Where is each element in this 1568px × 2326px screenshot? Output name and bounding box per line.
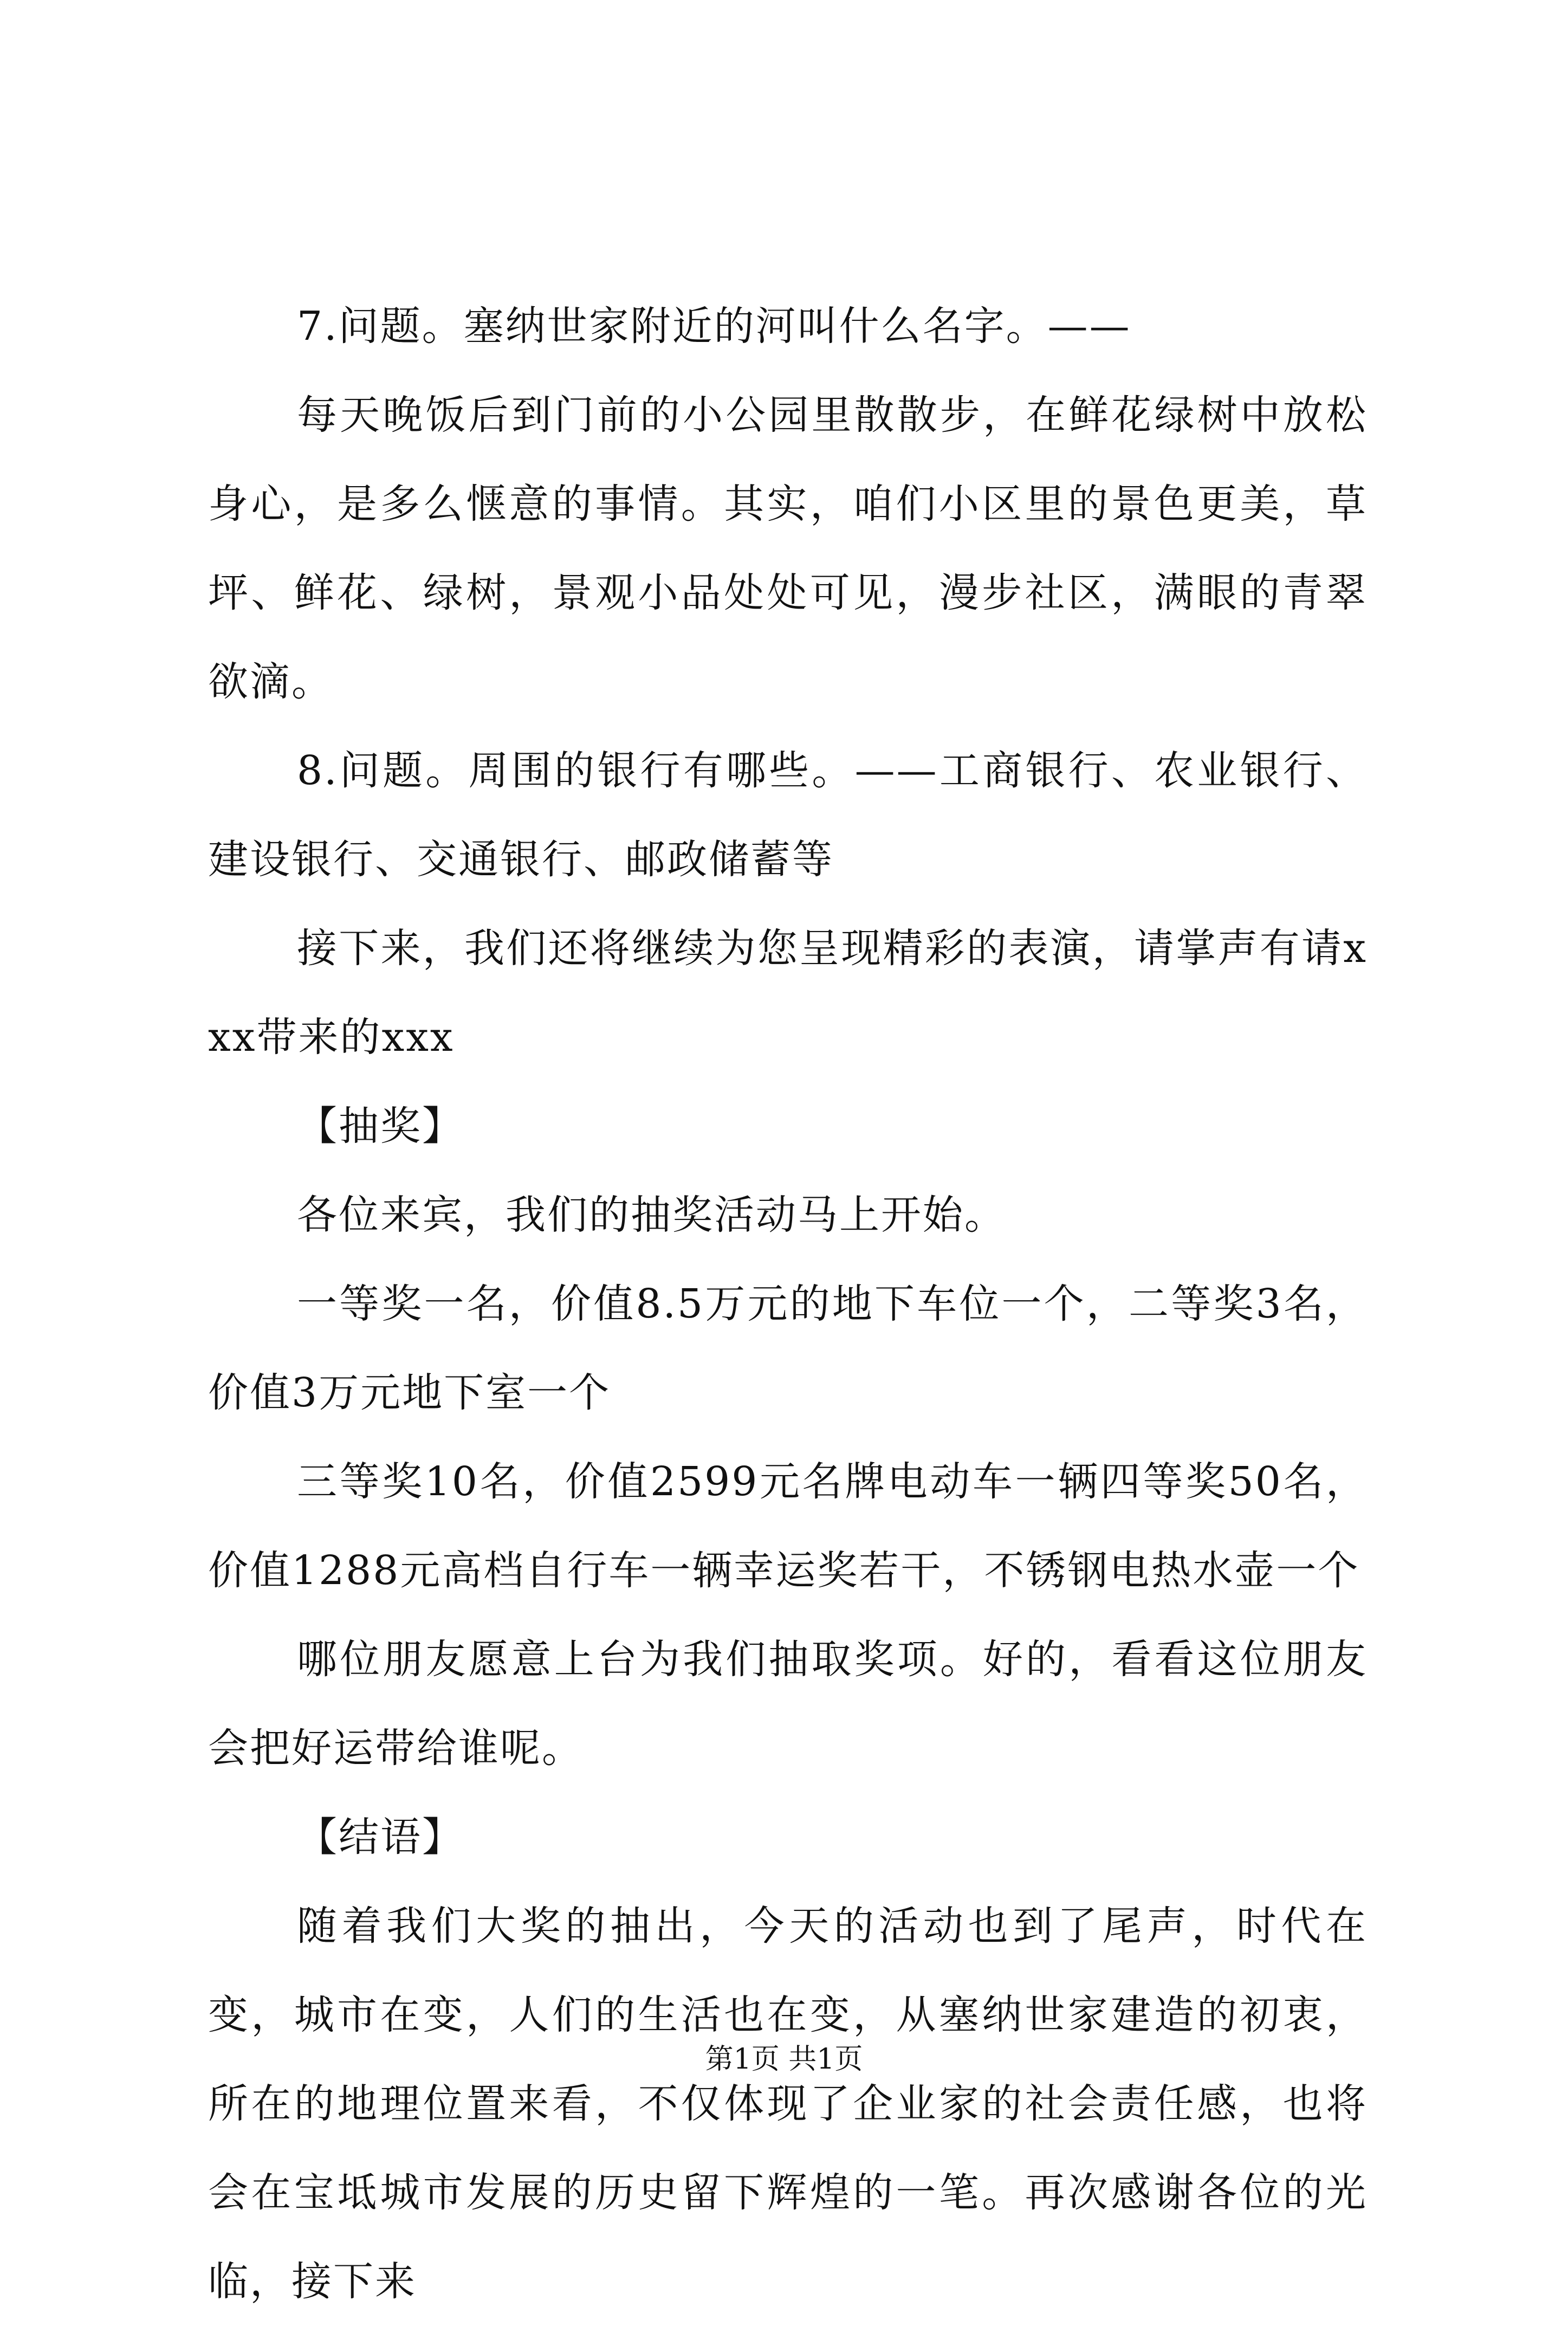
paragraph-lottery-start: 各位来宾，我们的抽奖活动马上开始。 (297, 1192, 1006, 1238)
document-body (208, 282, 1368, 2326)
paragraph-question-7: 7.问题。塞纳世家附近的河叫什么名字。—— (297, 303, 1131, 350)
paragraph-question-8: 8.问题。周围的银行有哪些。——工商银行、农业银行、建设银行、交通银行、邮政储蓄等 (208, 747, 1368, 883)
section-heading-closing: 【结语】 (297, 1814, 464, 1860)
paragraph-prizes-first-second: 一等奖一名，价值8.5万元的地下车位一个，二等奖3名，价值3万元地下室一个 (208, 1281, 1368, 1416)
section-heading-lottery: 【抽奖】 (297, 1103, 464, 1149)
page-footer: 第1页 共1页 (705, 2043, 863, 2076)
paragraph-park-walk: 每天晚饭后到门前的小公园里散散步，在鲜花绿树中放松身心，是多么惬意的事情。其实，咱们小区里的景色更美，草坪、鲜花、绿树，景观小品处处可见，漫步社区，满眼的青翠欲滴。 (208, 392, 1368, 705)
paragraph-prizes-third-fourth: 三等奖10名，价值2599元名牌电动车一辆四等奖50名，价值1288元高档自行车一辆幸运奖若干，不锈钢电热水壶一个 (208, 1458, 1368, 1594)
paragraph-closing: 随着我们大奖的抽出，今天的活动也到了尾声，时代在变，城市在变，人们的生活也在变，从塞纳世家建造的初衷，所在的地理位置来看，不仅体现了企业家的社会责任感，也将会在宝坻城市发展的历史留下辉煌的一笔。再次感谢各位的光临，接下来 (208, 1903, 1368, 2305)
paragraph-performance-intro: 接下来，我们还将继续为您呈现精彩的表演，请掌声有请xxx带来的xxx (208, 925, 1368, 1061)
paragraph-draw-invite: 哪位朋友愿意上台为我们抽取奖项。好的，看看这位朋友会把好运带给谁呢。 (208, 1636, 1368, 1772)
